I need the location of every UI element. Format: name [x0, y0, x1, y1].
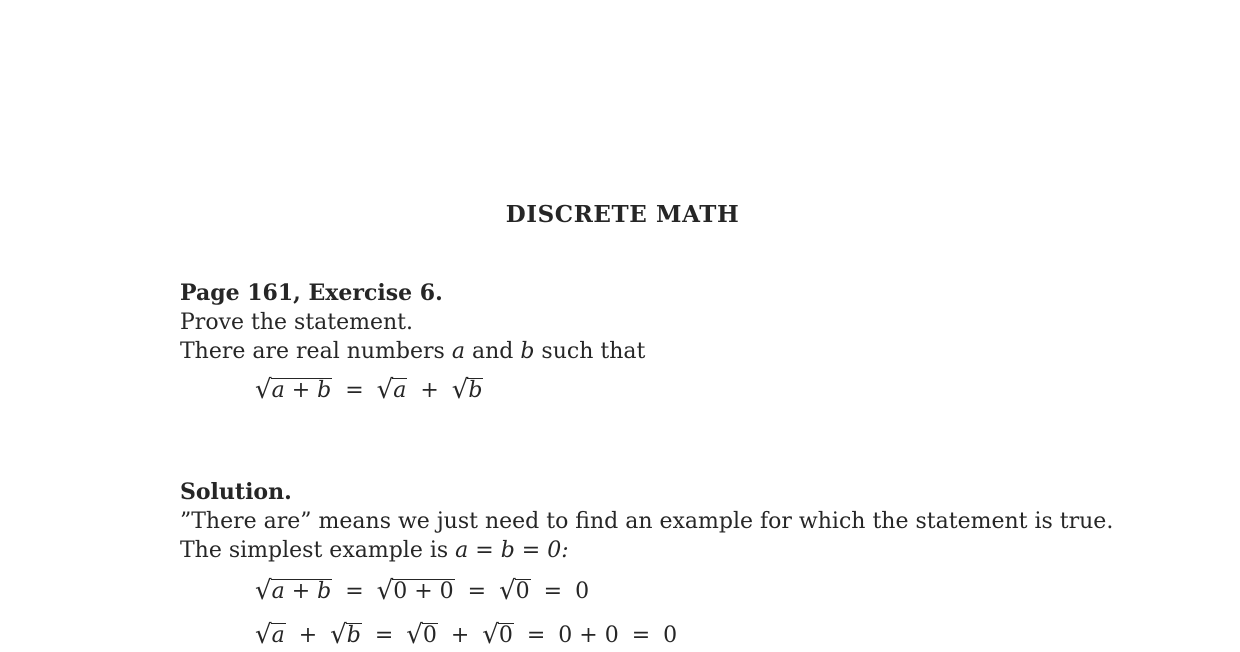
radicand: 0 + 0 — [393, 579, 454, 604]
solution-line-1: ”There are” means we just need to find an example for which the statement is true. — [180, 509, 1114, 534]
radicand: b — [346, 623, 361, 648]
radicand: a — [393, 378, 407, 403]
sum-expression: 0 + 0 — [558, 623, 619, 648]
statement-equation — [255, 376, 483, 406]
radicand: 0 — [422, 623, 437, 648]
sqrt-icon: √ — [451, 375, 469, 405]
sqrt-icon: √ — [499, 576, 516, 606]
sqrt-expression — [377, 577, 455, 607]
equals-sign: = — [526, 623, 546, 648]
sqrt-expression — [330, 621, 362, 651]
prompt-line-1: Prove the statement. — [180, 310, 414, 335]
prompt-text: There are real numbers — [180, 339, 445, 364]
result-value: 0 — [663, 623, 678, 648]
sqrt-icon: √ — [376, 576, 394, 606]
sqrt-icon: √ — [255, 375, 272, 405]
sqrt-expression — [452, 376, 484, 406]
radicand: a + b — [271, 378, 332, 403]
sqrt-icon: √ — [406, 620, 423, 650]
prompt-text: and — [471, 339, 514, 364]
radicand: a — [271, 623, 285, 648]
sqrt-icon: √ — [255, 576, 272, 606]
radicand: b — [468, 378, 483, 403]
solution-line-2 — [180, 536, 569, 565]
equals-sign: = — [467, 579, 487, 604]
equals-sign: = — [543, 579, 563, 604]
solution-heading: Solution. — [180, 479, 292, 505]
radicand: a + b — [271, 579, 332, 604]
prompt-text: such that — [541, 339, 646, 364]
exercise-heading: Page 161, Exercise 6. — [180, 280, 443, 306]
plus-sign: + — [450, 623, 470, 648]
sqrt-icon: √ — [330, 620, 347, 650]
solution-text: The simplest example is — [180, 538, 449, 563]
plus-sign: + — [420, 378, 439, 403]
variable-a: a — [451, 339, 465, 364]
radicand: 0 — [515, 579, 530, 604]
result-value: 0 — [575, 579, 590, 604]
equals-sign: = — [345, 579, 364, 604]
page-title: DISCRETE MATH — [505, 201, 740, 228]
derivation-line-1 — [255, 577, 589, 607]
derivation-line-2 — [255, 621, 677, 651]
sqrt-icon: √ — [376, 375, 394, 405]
equals-sign: = — [345, 378, 364, 403]
sqrt-expression — [255, 621, 286, 651]
sqrt-expression — [377, 376, 408, 406]
plus-sign: + — [298, 623, 318, 648]
variable-b: b — [520, 339, 535, 364]
sqrt-expression — [499, 577, 531, 607]
solution-example: a = b = 0: — [455, 538, 569, 563]
prompt-line-2 — [180, 337, 645, 366]
equals-sign: = — [374, 623, 394, 648]
radicand: 0 — [498, 623, 513, 648]
sqrt-expression — [255, 376, 332, 406]
sqrt-expression — [406, 621, 438, 651]
equals-sign: = — [631, 623, 651, 648]
sqrt-icon: √ — [482, 620, 499, 650]
sqrt-icon: √ — [255, 620, 272, 650]
sqrt-expression — [482, 621, 514, 651]
sqrt-expression — [255, 577, 332, 607]
